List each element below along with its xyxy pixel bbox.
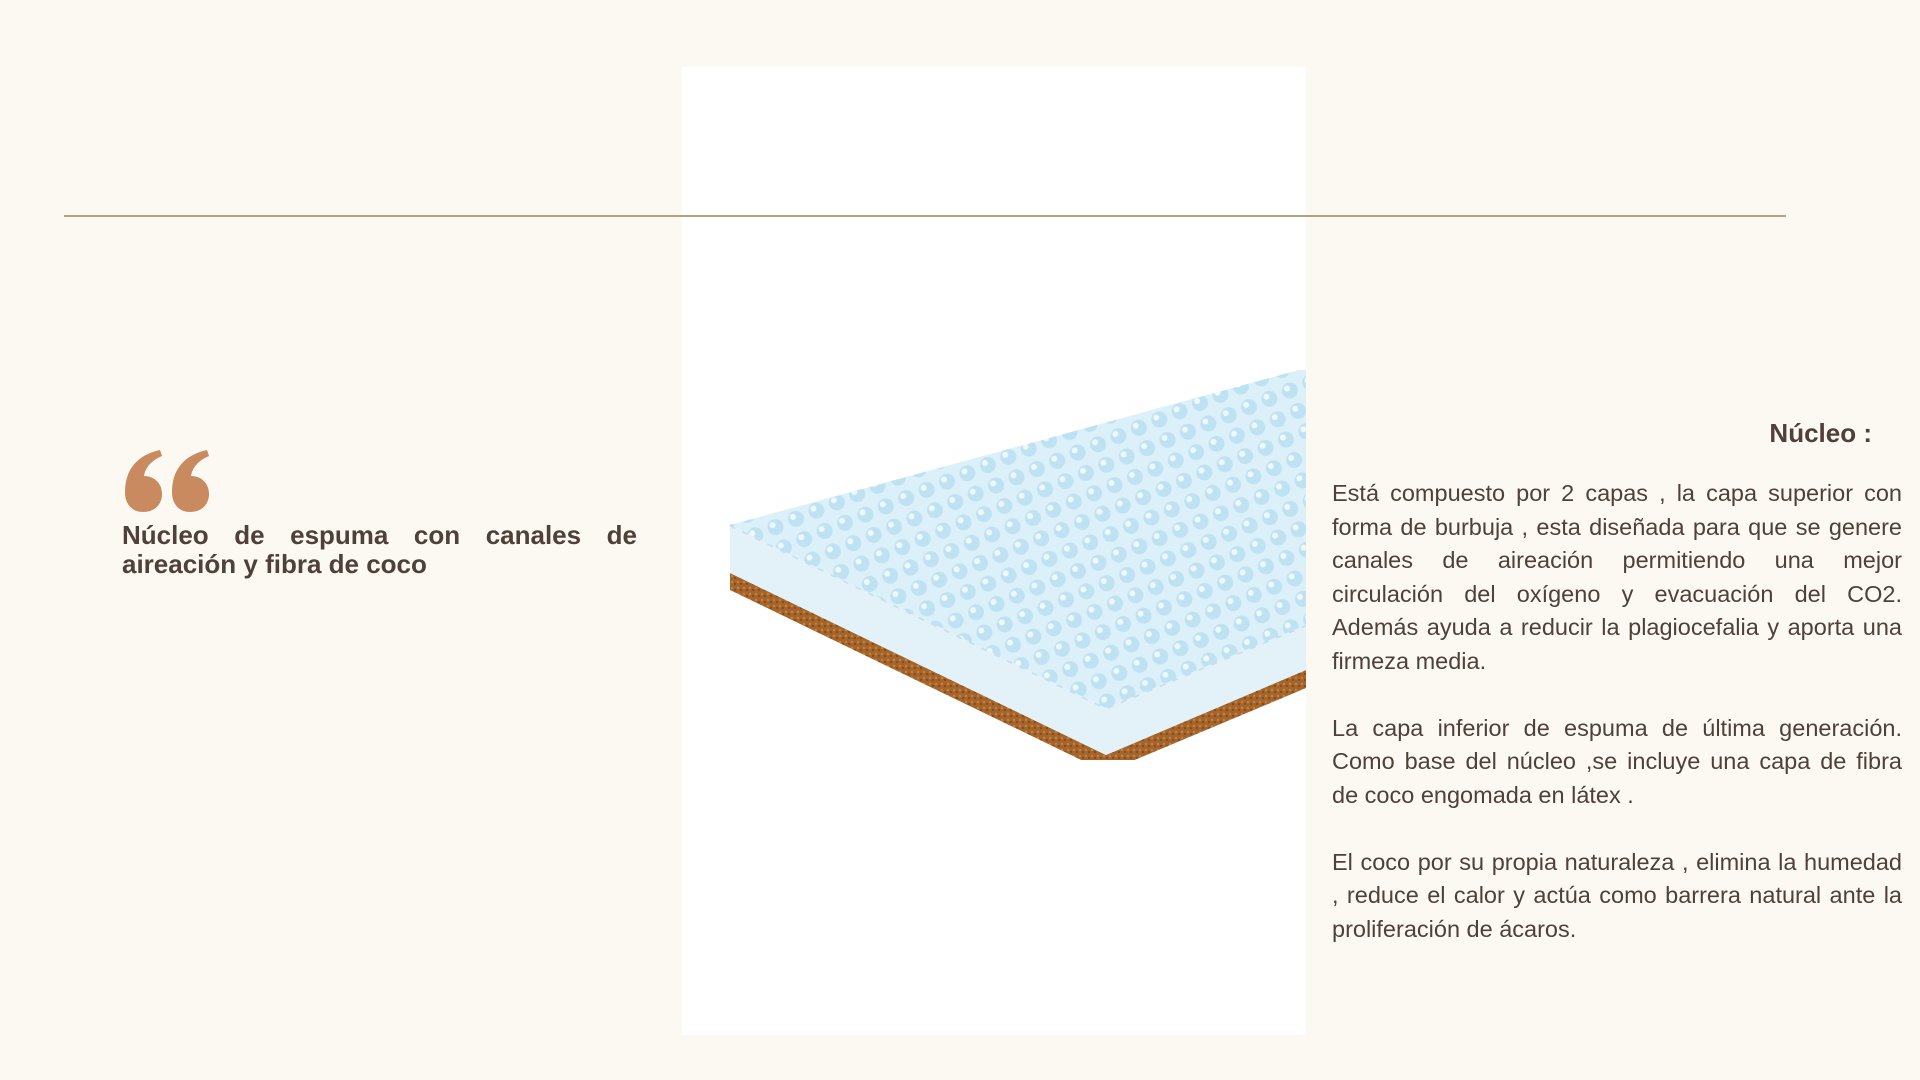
foam-mattress-core-illustration xyxy=(724,370,1306,760)
description-paragraph: El coco por su propia naturaleza , elimina la humedad , reduce el calor y actúa como barrera natural ante la proliferación de ácaros. xyxy=(1332,848,1902,942)
pull-quote: Núcleo de espuma con canales de aireación y fibra de coco xyxy=(122,520,637,579)
description-paragraph: La capa inferior de espuma de última generación. Como base del núcleo ,se incluye una capa de fibra de coco engomada en látex . xyxy=(1332,714,1902,808)
description-text xyxy=(1332,477,1902,980)
description-paragraph: Está compuesto por 2 capas , la capa superior con forma de burbuja , esta diseñada para que se genere canales de aireación permitiendo una mejor circulación del oxígeno y evacuación del CO2. Además ayuda a reducir la plagiocefalia y aporta una firmeza media. xyxy=(1332,480,1902,674)
divider-line xyxy=(64,215,1786,217)
quote-mark-icon xyxy=(120,448,216,514)
section-heading: Núcleo : xyxy=(1769,418,1872,448)
